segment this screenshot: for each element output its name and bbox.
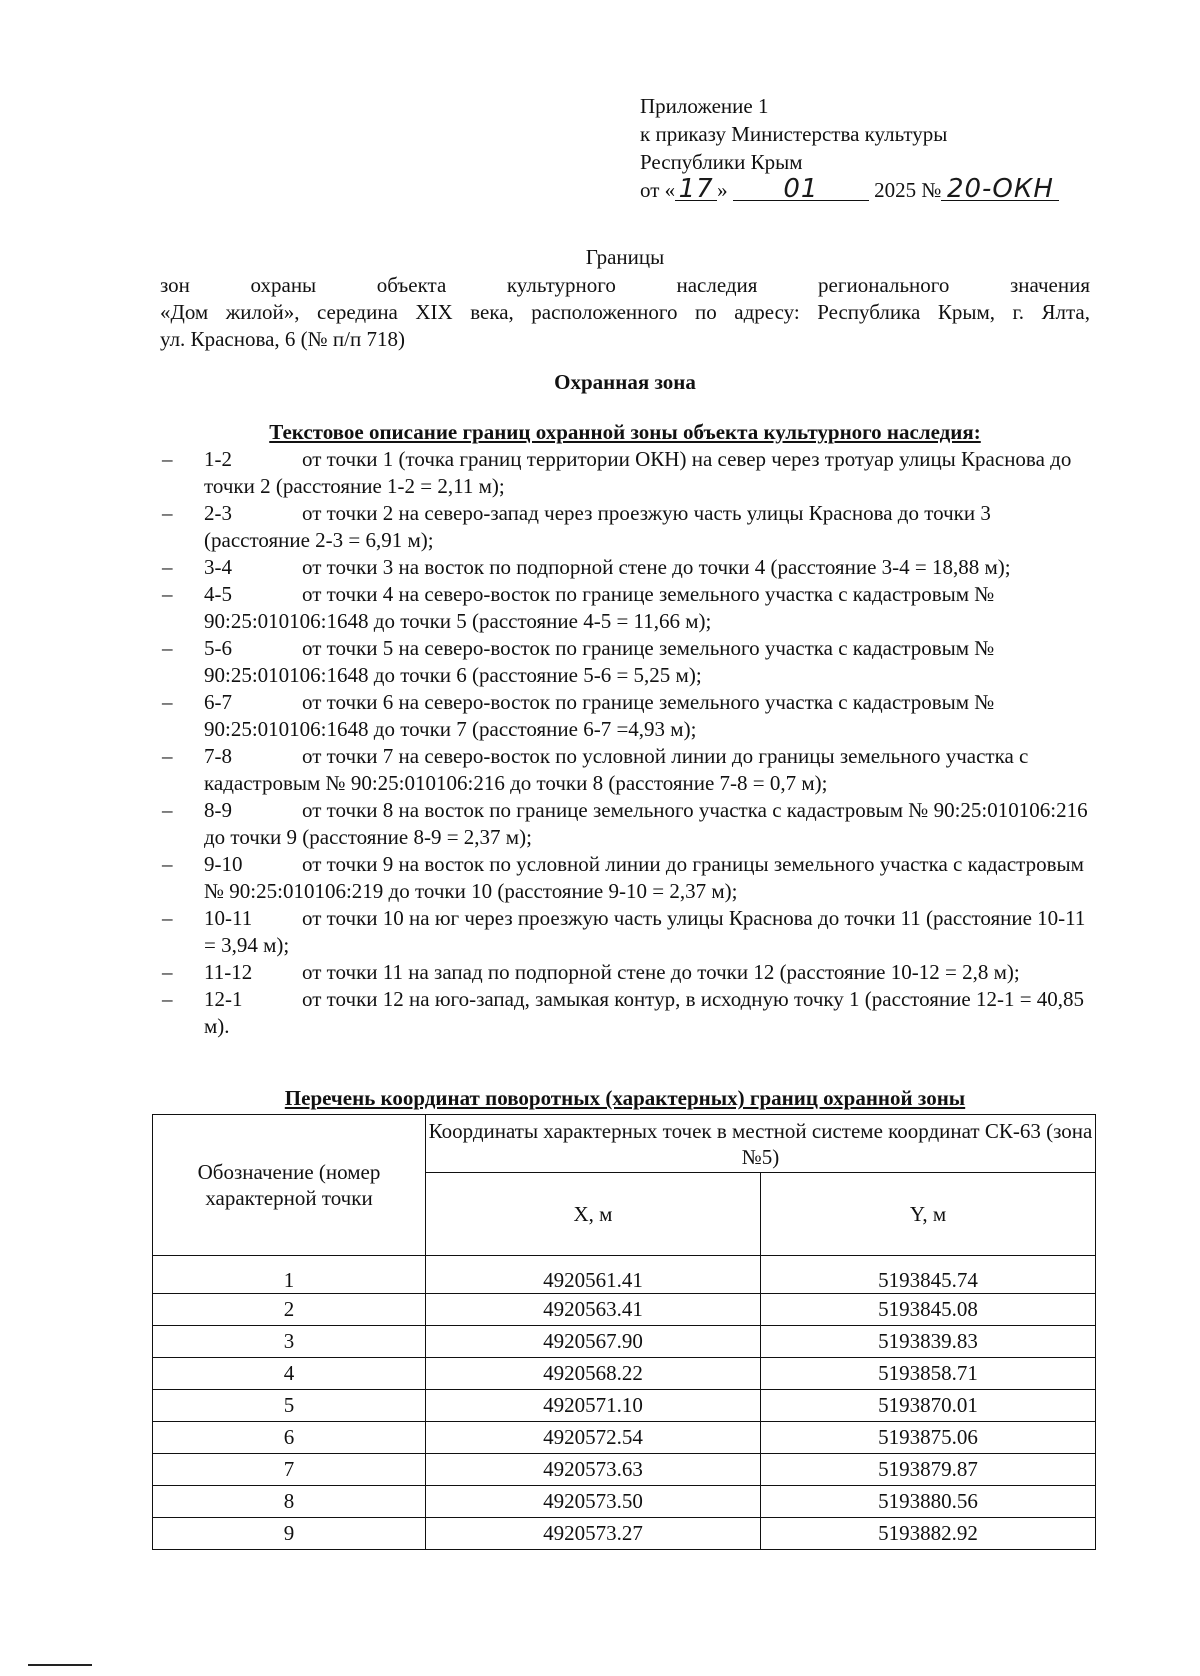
table-row [153,1486,1096,1518]
title-word: наследия [676,273,758,297]
table-row [153,1422,1096,1454]
order-number: 20-ОКН [941,178,1059,201]
segment-code: 5-6 [204,636,232,660]
y-cell: 5193870.01 [760,1390,1095,1422]
table-row [153,1256,1096,1294]
x-cell: 4920572.54 [426,1422,761,1454]
point-cell: 3 [153,1326,426,1358]
date-year: 2025 № [874,178,942,202]
segment-text: от точки 7 на северо-восток по условной линии до границы земельного участка с кадастровым № 90:25:010106:216 до точки 8 (расстояние 7-8 = 0,7 м); [204,744,1029,795]
dash: – [162,447,173,471]
list-item [160,581,1090,635]
dash: – [162,906,173,930]
boundary-segment-list [160,446,1090,1040]
appendix-date-line [640,176,1120,204]
date-day: 17 [675,178,717,201]
segment-text: от точки 4 на северо-восток по границе земельного участка с кадастровым № 90:25:010106:1648 до точки 5 (расстояние 4-5 = 11,66 м); [204,582,995,633]
table-row [153,1390,1096,1422]
segment-text: от точки 11 на запад по подпорной стене до точки 12 (расстояние 10-12 = 2,8 м); [302,960,1020,984]
x-cell: 4920567.90 [426,1326,761,1358]
appendix-line-1: Приложение 1 [640,94,769,118]
title-word: объекта [376,273,447,297]
table-row [153,1518,1096,1550]
col-x-header: X, м [426,1173,761,1256]
list-item [160,635,1090,689]
title-line-2: «Дом жилой», середина XIX века, расположенного по адресу: Республика Крым, г. Ялта, [160,300,1090,324]
x-cell: 4920571.10 [426,1390,761,1422]
title-heading: Границы [585,245,665,269]
x-cell: 4920561.41 [426,1256,761,1294]
dash: – [162,852,173,876]
x-cell: 4920573.27 [426,1518,761,1550]
list-item [160,743,1090,797]
dash: – [162,636,173,660]
segment-text: от точки 1 (точка границ территории ОКН) на север через тротуар улицы Краснова до точки 2 (расстояние 1-2 = 2,11 м); [204,447,1072,498]
segment-code: 3-4 [204,555,232,579]
segment-text: от точки 9 на восток по условной линии до границы земельного участка с кадастровым № 90:25:010106:219 до точки 10 (расстояние 9-10 = 2,37 м); [204,852,1084,903]
segment-code: 7-8 [204,744,232,768]
segment-code: 10-11 [204,906,253,930]
list-item [160,905,1090,959]
table-row [153,1294,1096,1326]
dash: – [162,744,173,768]
dash: – [162,987,173,1011]
title-word: культурного [506,273,616,297]
point-cell: 1 [153,1256,426,1294]
table-row [153,1326,1096,1358]
title-line-1 [160,272,1090,299]
date-close: » [717,178,728,202]
coords-heading: Перечень координат поворотных (характерных) границ охранной зоны [284,1086,966,1110]
appendix-note [640,92,1120,204]
dash: – [162,582,173,606]
table-row [153,1454,1096,1486]
list-item [160,554,1090,581]
list-item [160,851,1090,905]
segment-code: 12-1 [204,987,243,1011]
appendix-line-3: Республики Крым [640,150,803,174]
point-cell: 4 [153,1358,426,1390]
segment-code: 2-3 [204,501,232,525]
segment-text: от точки 2 на северо-запад через проезжую часть улицы Краснова до точки 3 (расстояние 2-3 = 6,91 м); [204,501,991,552]
segment-code: 8-9 [204,798,232,822]
x-cell: 4920568.22 [426,1358,761,1390]
y-cell: 5193845.08 [760,1294,1095,1326]
point-cell: 8 [153,1486,426,1518]
description-heading: Текстовое описание границ охранной зоны объекта культурного наследия: [269,420,981,444]
list-item [160,986,1090,1040]
col-point-header: Обозначение (номер характерной точки [153,1115,426,1256]
dash: – [162,555,173,579]
table-row [153,1358,1096,1390]
col-group-header: Координаты характерных точек в местной системе координат СК-63 (зона №5) [426,1115,1096,1173]
dash: – [162,960,173,984]
col-y-header: Y, м [760,1173,1095,1256]
coordinates-table [152,1114,1096,1550]
dash: – [162,690,173,714]
table-header-row [153,1115,1096,1173]
segment-text: от точки 6 на северо-восток по границе земельного участка с кадастровым № 90:25:010106:1648 до точки 7 (расстояние 6-7 =4,93 м); [204,690,995,741]
point-cell: 2 [153,1294,426,1326]
y-cell: 5193879.87 [760,1454,1095,1486]
title-word: охраны [250,273,317,297]
title-word: регионального [818,273,950,297]
point-cell: 9 [153,1518,426,1550]
y-cell: 5193875.06 [760,1422,1095,1454]
list-item [160,689,1090,743]
segment-text: от точки 5 на северо-восток по границе земельного участка с кадастровым № 90:25:010106:1648 до точки 6 (расстояние 5-6 = 5,25 м); [204,636,995,687]
document-title [160,244,1090,353]
point-cell: 7 [153,1454,426,1486]
date-prefix: от « [640,178,676,202]
dash: – [162,501,173,525]
title-word: значения [1009,273,1090,297]
x-cell: 4920573.50 [426,1486,761,1518]
zone-heading: Охранная зона [554,370,696,394]
segment-code: 9-10 [204,852,243,876]
list-item [160,797,1090,851]
segment-code: 6-7 [204,690,232,714]
appendix-line-2: к приказу Министерства культуры [640,122,948,146]
point-cell: 6 [153,1422,426,1454]
y-cell: 5193845.74 [760,1256,1095,1294]
list-item [160,446,1090,500]
point-cell: 5 [153,1390,426,1422]
footer-divider [28,1664,92,1666]
segment-text: от точки 12 на юго-запад, замыкая контур, в исходную точку 1 (расстояние 12-1 = 40,85 м). [204,987,1085,1038]
x-cell: 4920563.41 [426,1294,761,1326]
y-cell: 5193880.56 [760,1486,1095,1518]
segment-code: 4-5 [204,582,232,606]
dash: – [162,798,173,822]
date-month: 01 [733,178,869,201]
title-word: зон [160,273,190,297]
segment-code: 1-2 [204,447,232,471]
segment-text: от точки 10 на юг через проезжую часть улицы Краснова до точки 11 (расстояние 10-11 = 3,94 м); [204,906,1086,957]
title-line-3: ул. Краснова, 6 (№ п/п 718) [160,327,405,351]
segment-code: 11-12 [204,960,253,984]
list-item [160,959,1090,986]
segment-text: от точки 3 на восток по подпорной стене до точки 4 (расстояние 3-4 = 18,88 м); [302,555,1011,579]
list-item [160,500,1090,554]
y-cell: 5193858.71 [760,1358,1095,1390]
y-cell: 5193839.83 [760,1326,1095,1358]
y-cell: 5193882.92 [760,1518,1095,1550]
segment-text: от точки 8 на восток по границе земельного участка с кадастровым № 90:25:010106:216 до точки 9 (расстояние 8-9 = 2,37 м); [204,798,1088,849]
x-cell: 4920573.63 [426,1454,761,1486]
